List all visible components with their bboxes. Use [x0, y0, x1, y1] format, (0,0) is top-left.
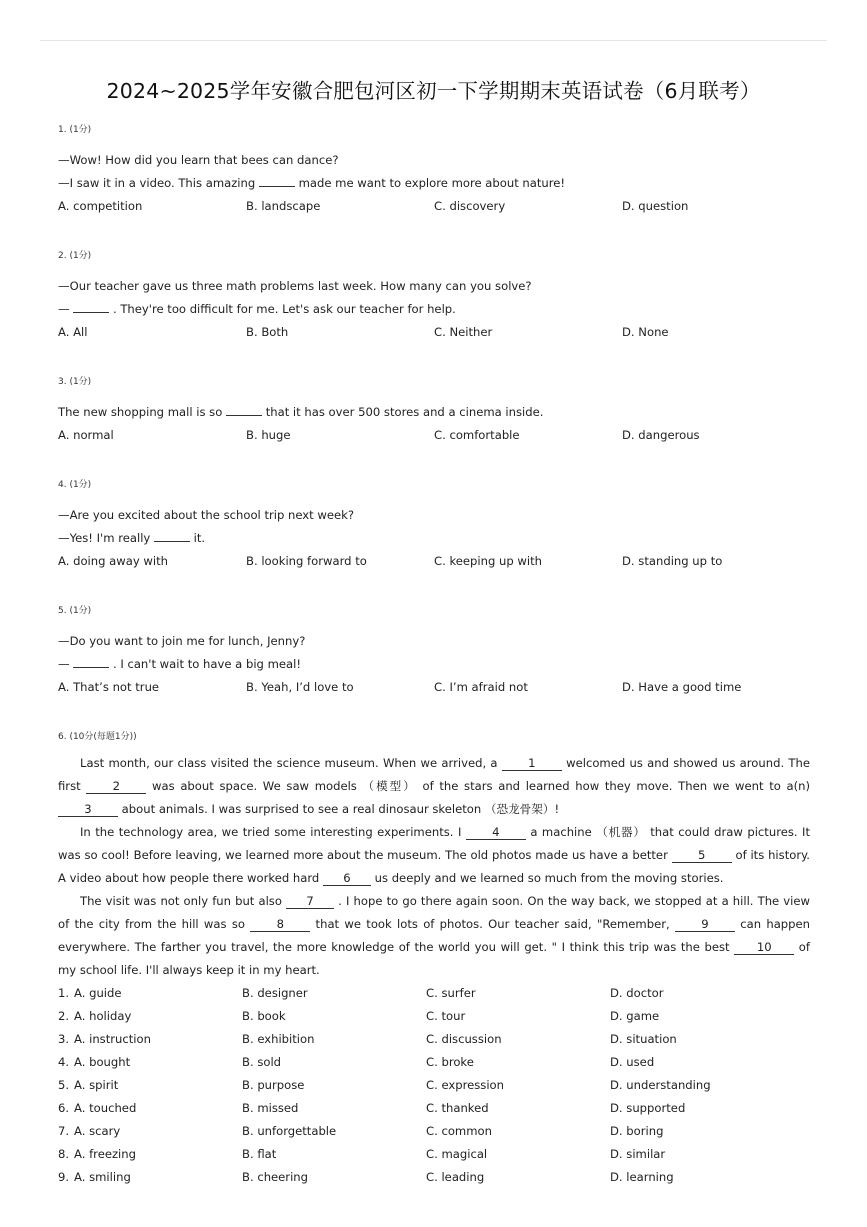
question-header: 5. (1分)	[58, 606, 92, 616]
line-text: made me want to explore more about nature!	[294, 176, 566, 190]
option-d[interactable]: D. Have a good time	[622, 680, 742, 694]
option-c[interactable]: C. common	[426, 1124, 492, 1138]
passage-paragraph-3: The visit was not only fun but also 7 . I hope to go there again soon. On the way back, we stopped at a hill. The view of the city from the hill was so 8 that we took lots of photos. Our teacher said, "Remember, 9 can happen everywhere. The farther you travel, the more knowledge of the world you will get. " I think this trip was the best 10 of my school life. I'll always keep it in my heart.	[58, 894, 810, 977]
question-line	[58, 275, 810, 298]
answer-blank	[73, 655, 109, 668]
line-text: it.	[189, 531, 206, 545]
question-line	[58, 653, 810, 676]
cloze-option-row: 4. A. bought B. sold C. broke D. used	[58, 1051, 810, 1074]
question-line	[58, 401, 810, 424]
options-row	[58, 321, 810, 344]
line-text: . They're too difficult for me. Let's ask our teacher for help.	[109, 302, 456, 316]
options-row	[58, 424, 810, 447]
numbered-blank: 4	[466, 825, 526, 840]
passage-paragraph-2: In the technology area, we tried some interesting experiments. I 4 a machine （机器） that could draw pictures. It was so cool! Before leaving, we learned more about the museum. The old photos made us have a better 5 of its history. A video about how people there worked hard 6 us deeply and we learned so much from the moving stories.	[58, 825, 811, 885]
options-row	[58, 195, 810, 218]
answer-blank	[73, 300, 109, 313]
numbered-blank: 3	[58, 802, 118, 817]
question-header: 4. (1分)	[58, 480, 92, 490]
option-a[interactable]: A. bought	[74, 1055, 131, 1069]
answer-blank	[259, 174, 295, 187]
numbered-blank: 7	[286, 894, 334, 909]
answer-blank	[226, 403, 262, 416]
line-text: —Wow! How did you learn that bees can dance?	[58, 153, 339, 167]
line-text: —Yes! I'm really	[58, 531, 154, 545]
option-d[interactable]: D. standing up to	[622, 554, 723, 568]
option-b[interactable]: B. purpose	[242, 1078, 305, 1092]
option-d[interactable]: D. supported	[610, 1101, 686, 1115]
line-text: —Do you want to join me for lunch, Jenny?	[58, 634, 306, 648]
numbered-blank: 9	[675, 917, 735, 932]
line-text: that it has over 500 stores and a cinema inside.	[262, 405, 544, 419]
page-title: 2024~2025学年安徽合肥包河区初一下学期期末英语试卷（6月联考）	[106, 79, 761, 103]
question-line	[58, 504, 810, 527]
line-text: —Are you excited about the school trip next week?	[58, 508, 355, 522]
question-1	[58, 122, 810, 218]
question-6	[58, 729, 810, 1189]
option-b[interactable]: B. exhibition	[242, 1032, 315, 1046]
question-3	[58, 374, 810, 447]
option-c[interactable]: C. discussion	[426, 1032, 502, 1046]
option-a[interactable]: A. scary	[74, 1124, 121, 1138]
numbered-blank: 6	[323, 871, 371, 886]
option-c[interactable]: C. I’m afraid not	[434, 680, 528, 694]
options-row	[58, 676, 810, 699]
option-d[interactable]: D. boring	[610, 1124, 664, 1138]
option-c[interactable]: C. thanked	[426, 1101, 489, 1115]
option-d[interactable]: D. doctor	[610, 986, 664, 1000]
option-a[interactable]: A. doing away with	[58, 554, 168, 568]
question-header: 3. (1分)	[58, 377, 92, 387]
option-a[interactable]: A. All	[58, 325, 88, 339]
numbered-blank: 8	[250, 917, 310, 932]
option-b[interactable]: B. designer	[242, 986, 308, 1000]
option-c[interactable]: C. tour	[426, 1009, 466, 1023]
question-header: 6. (10分(每题1分))	[58, 732, 137, 742]
option-c[interactable]: C. broke	[426, 1055, 474, 1069]
option-d[interactable]: D. used	[610, 1055, 655, 1069]
option-d[interactable]: D. situation	[610, 1032, 677, 1046]
numbered-blank: 10	[734, 940, 794, 955]
option-c[interactable]: C. discovery	[434, 199, 506, 213]
line-text: —Our teacher gave us three math problems last week. How many can you solve?	[58, 279, 532, 293]
option-c[interactable]: C. surfer	[426, 986, 476, 1000]
question-line	[58, 527, 810, 550]
option-b[interactable]: B. flat	[242, 1147, 277, 1161]
exam-body	[58, 122, 810, 1189]
line-text: —I saw it in a video. This amazing	[58, 176, 259, 190]
option-b[interactable]: B. looking forward to	[246, 554, 367, 568]
option-d[interactable]: D. game	[610, 1009, 660, 1023]
option-a[interactable]: A. That’s not true	[58, 680, 160, 694]
option-a[interactable]: A. spirit	[74, 1078, 119, 1092]
line-text: . I can't wait to have a big meal!	[109, 657, 301, 671]
cloze-option-row: 1. A. guide B. designer C. surfer D. doctor	[58, 982, 810, 1005]
question-line	[58, 149, 810, 172]
option-b[interactable]: B. Both	[246, 325, 289, 339]
cloze-option-row: 9. A. smiling B. cheering C. leading D. learning	[58, 1166, 810, 1189]
option-d[interactable]: D. None	[622, 325, 669, 339]
option-c[interactable]: C. expression	[426, 1078, 505, 1092]
line-text: —	[58, 657, 74, 671]
option-a[interactable]: A. normal	[58, 428, 114, 442]
question-5	[58, 603, 810, 699]
option-a[interactable]: A. instruction	[74, 1032, 151, 1046]
option-c[interactable]: C. leading	[426, 1170, 485, 1184]
cloze-option-row: 6. A. touched B. missed C. thanked D. supported	[58, 1097, 810, 1120]
option-a[interactable]: A. guide	[74, 986, 122, 1000]
option-c[interactable]: C. magical	[426, 1147, 488, 1161]
options-row	[58, 550, 810, 573]
option-c[interactable]: C. keeping up with	[434, 554, 542, 568]
option-b[interactable]: B. missed	[242, 1101, 299, 1115]
option-d[interactable]: D. similar	[610, 1147, 666, 1161]
option-c[interactable]: C. comfortable	[434, 428, 520, 442]
numbered-blank: 2	[86, 779, 146, 794]
question-line	[58, 172, 810, 195]
line-text: —	[58, 302, 74, 316]
cloze-option-row: 3. A. instruction B. exhibition C. discussion D. situation	[58, 1028, 810, 1051]
numbered-blank: 1	[502, 756, 562, 771]
numbered-blank: 5	[672, 848, 732, 863]
question-line	[58, 630, 810, 653]
question-line	[58, 298, 810, 321]
option-b[interactable]: B. sold	[242, 1055, 282, 1069]
option-d[interactable]: D. learning	[610, 1170, 674, 1184]
option-a[interactable]: A. touched	[74, 1101, 137, 1115]
option-b[interactable]: B. cheering	[242, 1170, 309, 1184]
line-text: The new shopping mall is so	[58, 405, 227, 419]
option-b[interactable]: B. landscape	[246, 199, 321, 213]
option-d[interactable]: D. dangerous	[622, 428, 700, 442]
option-a[interactable]: A. competition	[58, 199, 143, 213]
question-header: 1. (1分)	[58, 125, 92, 135]
option-b[interactable]: B. book	[242, 1009, 286, 1023]
option-a[interactable]: A. holiday	[74, 1009, 132, 1023]
cloze-options	[58, 982, 810, 1189]
option-b[interactable]: B. huge	[246, 428, 291, 442]
top-divider	[40, 40, 827, 41]
cloze-option-row: 5. A. spirit B. purpose C. expression D. understanding	[58, 1074, 810, 1097]
option-a[interactable]: A. freezing	[74, 1147, 136, 1161]
option-d[interactable]: D. understanding	[610, 1078, 711, 1092]
option-c[interactable]: C. Neither	[434, 325, 493, 339]
cloze-option-row: 7. A. scary B. unforgettable C. common D. boring	[58, 1120, 810, 1143]
option-a[interactable]: A. smiling	[74, 1170, 131, 1184]
option-b[interactable]: B. Yeah, I’d love to	[246, 680, 354, 694]
option-b[interactable]: B. unforgettable	[242, 1124, 337, 1138]
question-4	[58, 477, 810, 573]
option-d[interactable]: D. question	[622, 199, 689, 213]
passage-paragraph-1: Last month, our class visited the science museum. When we arrived, a 1 welcomed us and showed us around. The first 2 was about space. We saw models （模型） of the stars and learned how they move. Then we went to a(n) 3 about animals. I was surprised to see a real dinosaur skeleton （恐龙骨架）!	[58, 756, 811, 816]
cloze-option-row: 2. A. holiday B. book C. tour D. game	[58, 1005, 810, 1028]
cloze-option-row: 8. A. freezing B. flat C. magical D. similar	[58, 1143, 810, 1166]
answer-blank	[154, 529, 190, 542]
question-2	[58, 248, 810, 344]
question-header: 2. (1分)	[58, 251, 92, 261]
